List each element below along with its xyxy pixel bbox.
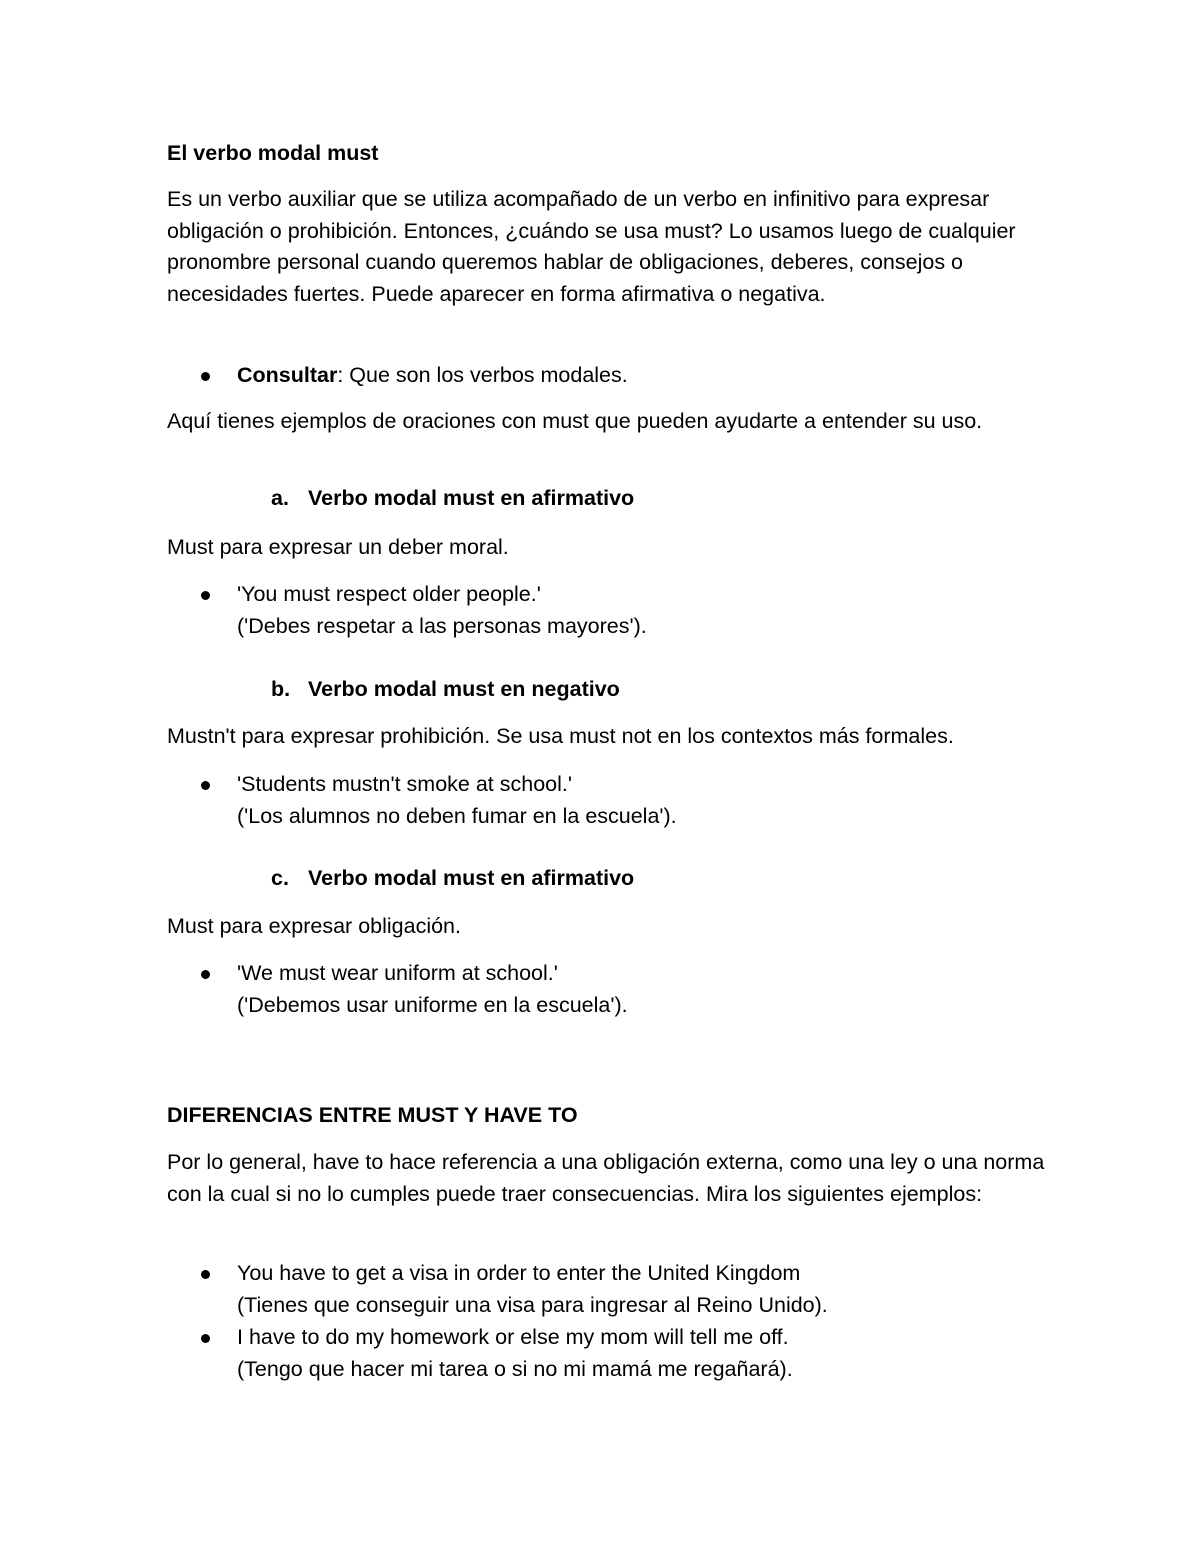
example-translation: (Tengo que hacer mi tarea o si no mi mamá me regañará). [237, 1356, 793, 1381]
subheading-a [271, 483, 634, 515]
subheading-text: Verbo modal must en afirmativo [308, 486, 635, 510]
consult-text: : Que son los verbos modales. [337, 363, 628, 387]
consult-label: Consultar [237, 363, 338, 387]
bullet-dot [201, 1270, 210, 1279]
subheading-text: Verbo modal must en afirmativo [308, 866, 635, 890]
have-to-example-2 [237, 1322, 1047, 1385]
section-c-intro: Must para expresar obligación. [167, 914, 461, 938]
subheading-c [271, 863, 634, 895]
heading-must: El verbo modal must [167, 141, 379, 165]
bullet-dot [201, 372, 210, 381]
have-to-example-1 [237, 1258, 1047, 1321]
bullet-dot [201, 781, 210, 790]
example-sentence: 'Students mustn't smoke at school.' [237, 772, 572, 796]
example-sentence: I have to do my homework or else my mom will tell me off. [237, 1325, 789, 1349]
bullet-dot [201, 970, 210, 979]
example-translation: (Tienes que conseguir una visa para ingresar al Reino Unido). [237, 1292, 828, 1317]
subheading-text: Verbo modal must en negativo [308, 677, 620, 701]
paragraph-intro: Es un verbo auxiliar que se utiliza acompañado de un verbo en infinitivo para expresar obligación o prohibición. Entonces, ¿cuándo se usa must? Lo usamos luego de cualquier pronombre personal cuando queremos hablar de obligaciones, deberes, consejos o necesidades fuertes. Puede aparecer en forma afirmativa o negativa. [167, 187, 1016, 306]
example-sentence: 'You must respect older people.' [237, 582, 541, 606]
heading-differences: DIFERENCIAS ENTRE MUST Y HAVE TO [167, 1103, 578, 1127]
bullet-dot [201, 591, 210, 600]
section-b-intro: Mustn't para expresar prohibición. Se usa must not en los contextos más formales. [167, 724, 954, 748]
section-a-example [237, 579, 1047, 642]
subheading-marker: c. [271, 866, 289, 890]
example-sentence: 'We must wear uniform at school.' [237, 961, 558, 985]
paragraph-examples: Aquí tienes ejemplos de oraciones con must que pueden ayudarte a entender su uso. [167, 409, 983, 433]
subheading-marker: a. [271, 486, 289, 510]
section-a-intro: Must para expresar un deber moral. [167, 535, 509, 559]
example-translation: ('Los alumnos no deben fumar en la escuela'). [237, 803, 677, 828]
bullet-dot [201, 1334, 210, 1343]
example-sentence: You have to get a visa in order to enter the United Kingdom [237, 1261, 801, 1285]
example-translation: ('Debemos usar uniforme en la escuela'). [237, 992, 628, 1017]
paragraph-have-to: Por lo general, have to hace referencia a una obligación externa, como una ley o una norma con la cual si no lo cumples puede traer consecuencias. Mira los siguientes ejemplos: [167, 1150, 1045, 1206]
section-b-example [237, 769, 1047, 832]
subheading-marker: b. [271, 677, 291, 701]
bullet-consultar [237, 360, 1047, 392]
subheading-b [271, 674, 620, 706]
example-translation: ('Debes respetar a las personas mayores'). [237, 613, 647, 638]
section-c-example [237, 958, 1047, 1021]
